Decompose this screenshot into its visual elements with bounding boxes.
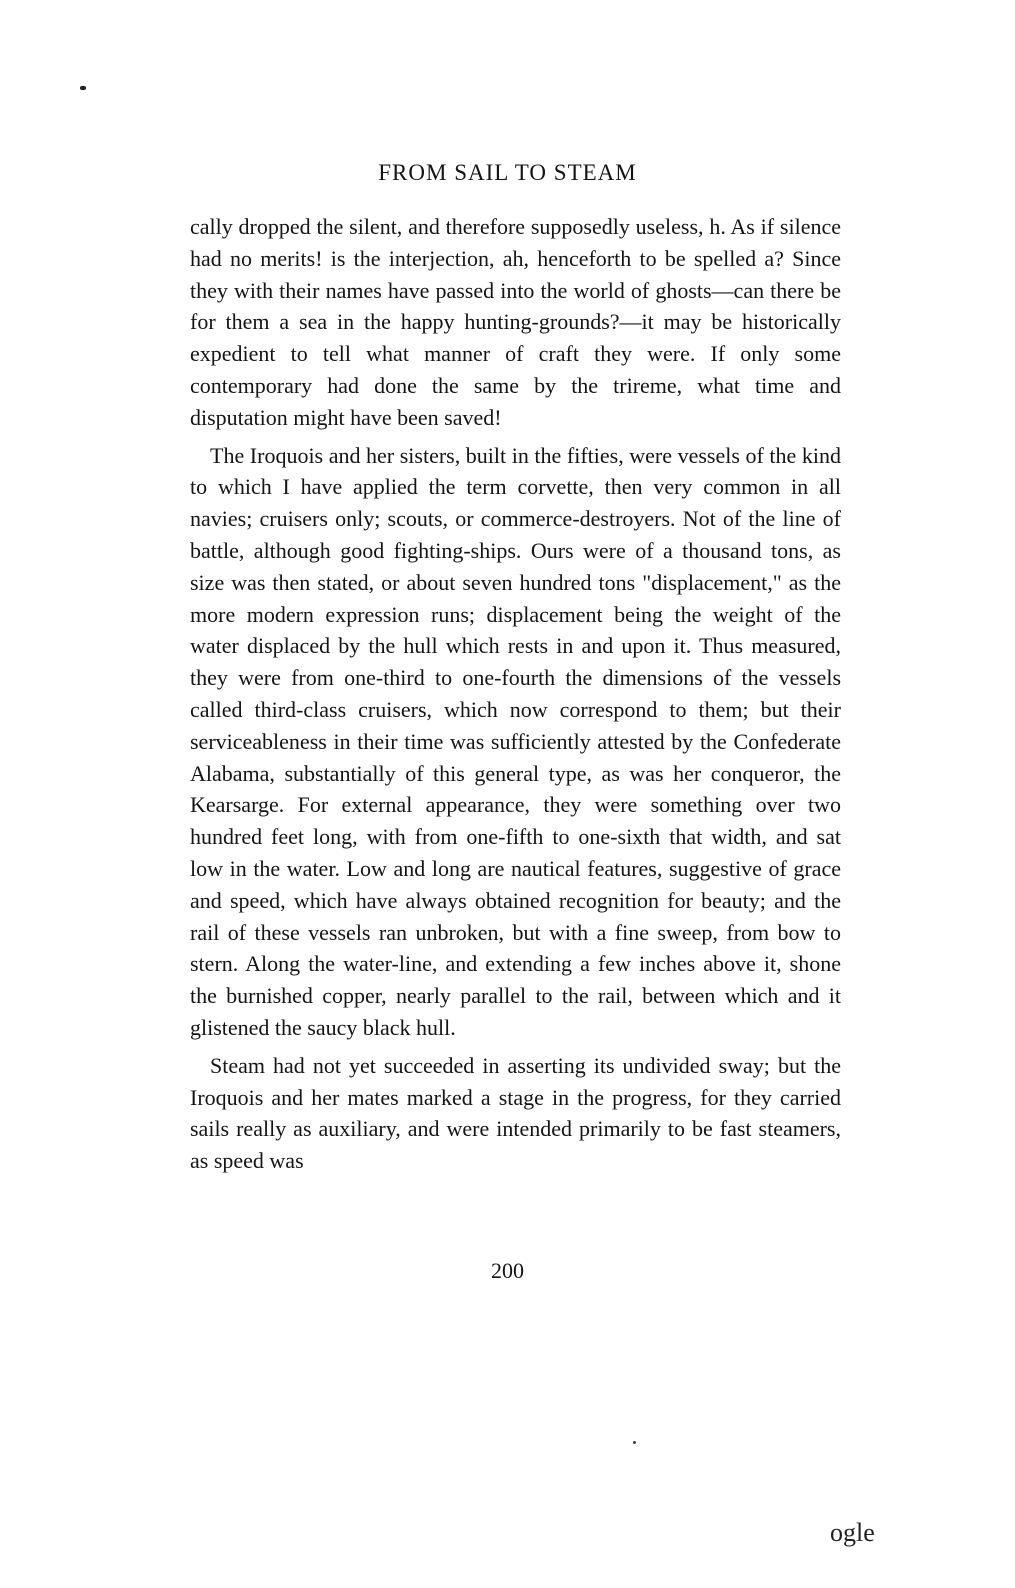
watermark-fragment: ogle xyxy=(830,1518,875,1547)
paragraph-1: cally dropped the silent, and therefore supposedly useless, h. As if silence had no merits! is the interjection, ah, henceforth to be spelled a? Since they with their names have passed into the world of ghosts—can there be for them a sea in the happy hunting-grounds?—it may be historically expedient to tell what manner of craft they were. If only some contemporary had done the same by the trireme, what time and disputation might have been saved! xyxy=(190,214,841,430)
paragraph-3: Steam had not yet succeeded in asserting its undivided sway; but the Iroquois and her mates marked a stage in the progress, for they carried sails really as auxiliary, and were intended primarily to be fast steamers, as speed was xyxy=(190,1052,841,1174)
page-number: 200 xyxy=(491,1258,524,1283)
running-header: FROM SAIL TO STEAM xyxy=(378,160,637,185)
paragraph-2: The Iroquois and her sisters, built in the fifties, were vessels of the kind to which I have applied the term corvette, then very common in all navies; cruisers only; scouts, or commerce-destroyers. Not of the line of battle, although good fighting-ships. Ours were of a thousand tons, as size was then stated, or about seven hundred tons "displacement," as the more modern expression runs; displacement being the weight of the water displaced by the hull which rests in and upon it. Thus measured, they were from one-third to one-fourth the dimensions of the vessels called third-class cruisers, which now correspond to them; but their serviceableness in their time was sufficiently attested by the Confederate Alabama, substantially of this general type, as was her conqueror, the Kearsarge. For external appearance, they were something over two hundred feet long, with from one-fifth to one-sixth that width, and sat low in the water. Low and long are nautical features, suggestive of grace and speed, which have always obtained recognition for beauty; and the rail of these vessels ran unbroken, but with a fine sweep, from bow to stern. Along the water-line, and extending a few inches above it, shone the burnished copper, nearly parallel to the rail, between which and it glistened the saucy black hull. xyxy=(190,442,841,1040)
scan-speck xyxy=(633,1441,636,1444)
body-text xyxy=(190,211,841,1177)
scan-mark xyxy=(80,86,86,90)
